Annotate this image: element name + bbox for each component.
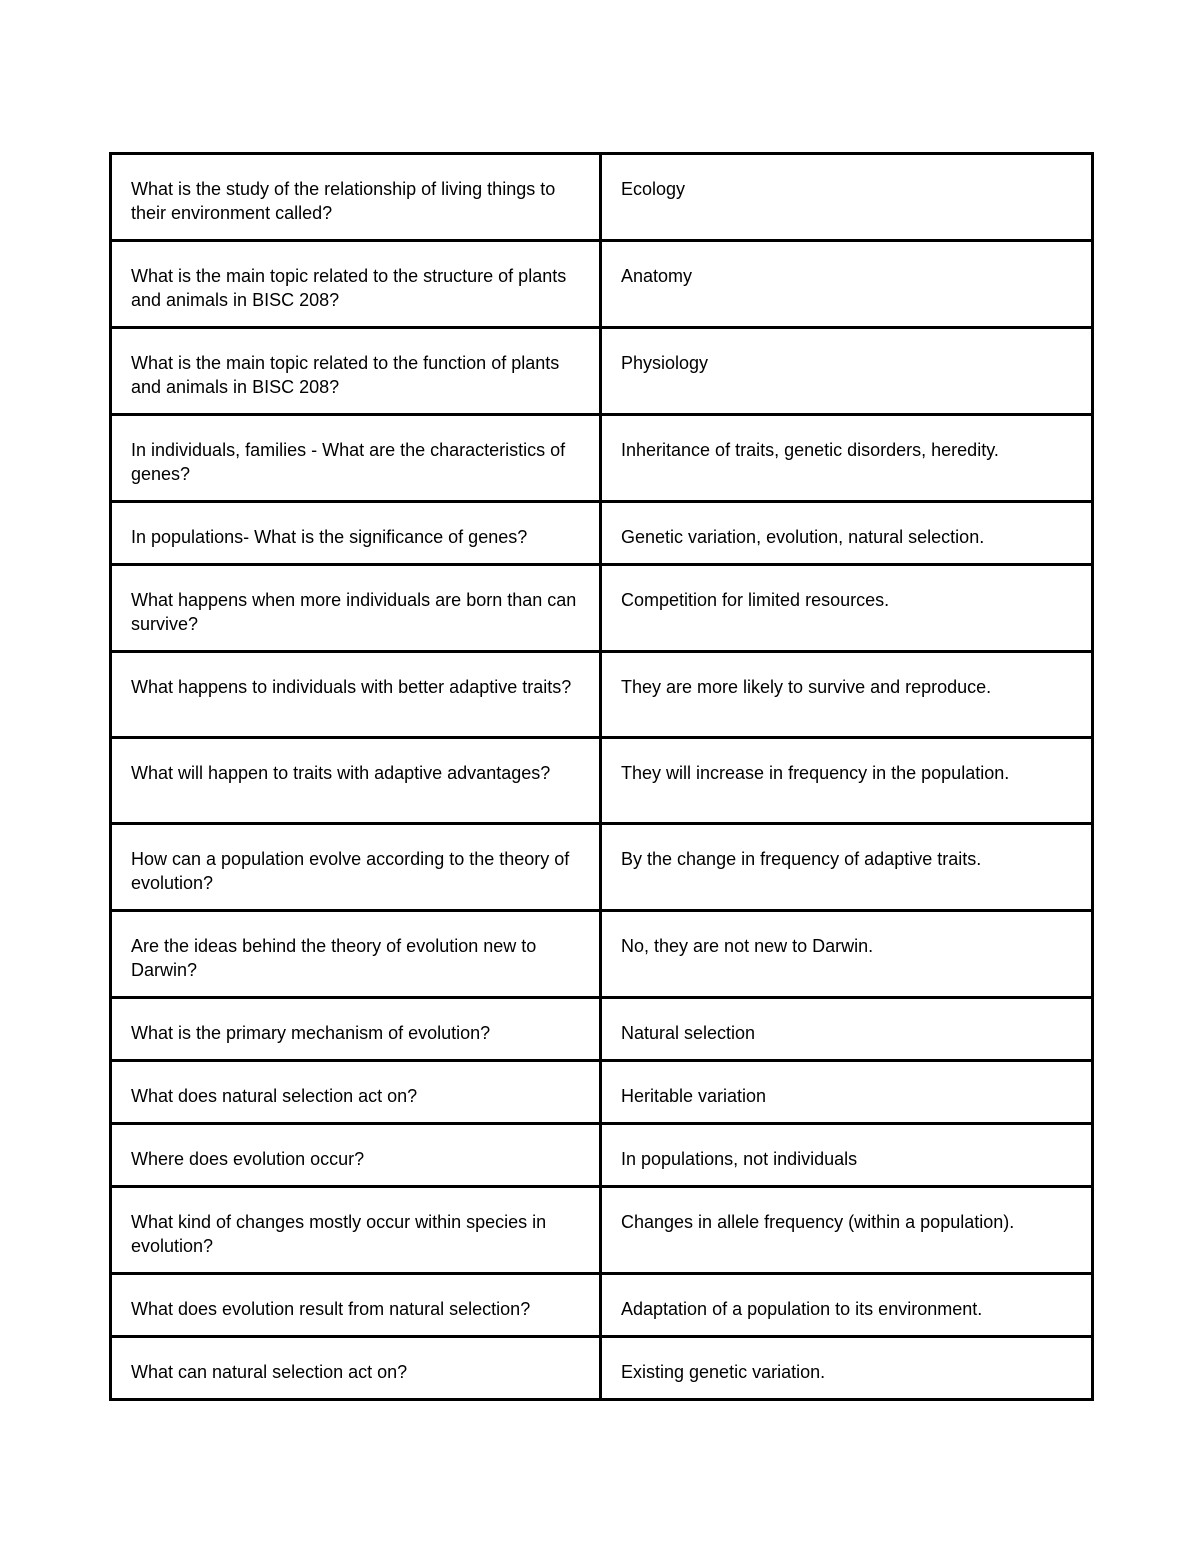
- question-cell: Are the ideas behind the theory of evolution new to Darwin?: [111, 911, 601, 998]
- question-cell: What happens to individuals with better adaptive traits?: [111, 652, 601, 738]
- question-cell: What can natural selection act on?: [111, 1337, 601, 1400]
- question-cell: What happens when more individuals are born than can survive?: [111, 565, 601, 652]
- table-row: [111, 241, 1093, 328]
- table-row: [111, 652, 1093, 738]
- answer-cell: Genetic variation, evolution, natural selection.: [601, 502, 1093, 565]
- question-cell: What is the primary mechanism of evolution?: [111, 998, 601, 1061]
- table-row: [111, 1337, 1093, 1400]
- question-cell: What kind of changes mostly occur within species in evolution?: [111, 1187, 601, 1274]
- table-row: [111, 415, 1093, 502]
- table-row: [111, 1187, 1093, 1274]
- answer-cell: They will increase in frequency in the population.: [601, 738, 1093, 824]
- answer-cell: Competition for limited resources.: [601, 565, 1093, 652]
- answer-cell: Natural selection: [601, 998, 1093, 1061]
- table-row: [111, 1061, 1093, 1124]
- table-row: [111, 154, 1093, 241]
- answer-cell: Inheritance of traits, genetic disorders, heredity.: [601, 415, 1093, 502]
- question-cell: What is the main topic related to the structure of plants and animals in BISC 208?: [111, 241, 601, 328]
- question-cell: What is the study of the relationship of living things to their environment called?: [111, 154, 601, 241]
- table-row: [111, 328, 1093, 415]
- answer-cell: Ecology: [601, 154, 1093, 241]
- table-row: [111, 565, 1093, 652]
- table-row: [111, 911, 1093, 998]
- question-cell: In individuals, families - What are the characteristics of genes?: [111, 415, 601, 502]
- question-cell: In populations- What is the significance of genes?: [111, 502, 601, 565]
- answer-cell: They are more likely to survive and reproduce.: [601, 652, 1093, 738]
- answer-cell: Anatomy: [601, 241, 1093, 328]
- question-cell: What does evolution result from natural selection?: [111, 1274, 601, 1337]
- table-row: [111, 824, 1093, 911]
- answer-cell: Adaptation of a population to its environment.: [601, 1274, 1093, 1337]
- question-cell: What is the main topic related to the function of plants and animals in BISC 208?: [111, 328, 601, 415]
- question-cell: What will happen to traits with adaptive advantages?: [111, 738, 601, 824]
- table-row: [111, 1124, 1093, 1187]
- answer-cell: Existing genetic variation.: [601, 1337, 1093, 1400]
- question-cell: What does natural selection act on?: [111, 1061, 601, 1124]
- answer-cell: Heritable variation: [601, 1061, 1093, 1124]
- answer-cell: No, they are not new to Darwin.: [601, 911, 1093, 998]
- table-row: [111, 998, 1093, 1061]
- table-row: [111, 738, 1093, 824]
- flashcard-table: [109, 152, 1094, 1401]
- answer-cell: Changes in allele frequency (within a population).: [601, 1187, 1093, 1274]
- table-row: [111, 502, 1093, 565]
- question-cell: How can a population evolve according to the theory of evolution?: [111, 824, 601, 911]
- answer-cell: By the change in frequency of adaptive traits.: [601, 824, 1093, 911]
- answer-cell: Physiology: [601, 328, 1093, 415]
- table-row: [111, 1274, 1093, 1337]
- question-cell: Where does evolution occur?: [111, 1124, 601, 1187]
- answer-cell: In populations, not individuals: [601, 1124, 1093, 1187]
